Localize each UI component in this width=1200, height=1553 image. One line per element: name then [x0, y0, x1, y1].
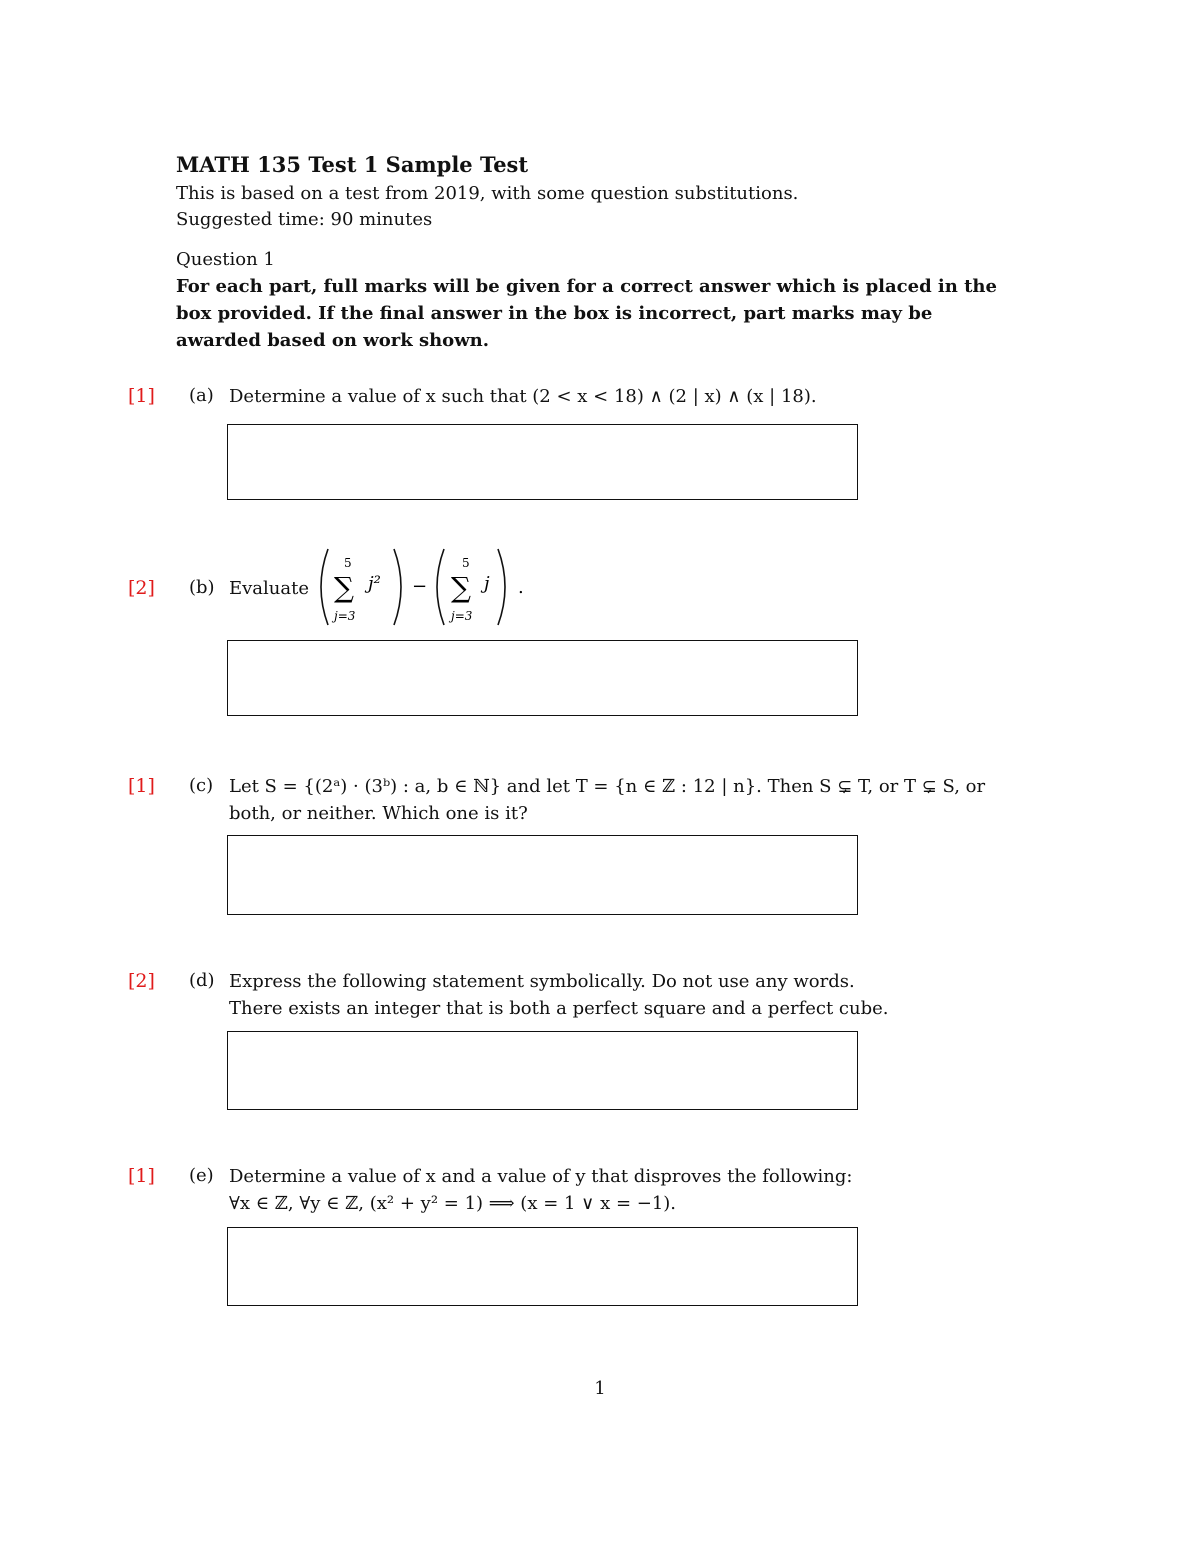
part-text-c: Let S = {(2ᵃ) · (3ᵇ) : a, b ∈ ℕ} and let T = {n ∈ ℤ : 12 | n}. Then S ⊊ T, or T ⊊ S, or both, or neither. Which one is it?	[229, 776, 986, 824]
sum2-term: j	[484, 573, 490, 594]
sigma-1-icon: ∑	[334, 571, 354, 604]
question-instructions: For each part, full marks will be given for a correct answer which is placed in the box provided. If the final answer in the box is incorrect, part marks may be awarded based on work shown.	[176, 276, 997, 351]
answer-box-e[interactable]	[227, 1227, 858, 1306]
part-text-d: Express the following statement symbolically. Do not use any words.	[229, 971, 855, 992]
left-paren-2	[437, 549, 444, 625]
answer-box-a[interactable]	[227, 424, 858, 500]
marks-c: [1]	[128, 775, 155, 797]
marks-b: [2]	[128, 577, 155, 599]
sum1-lower: j=3	[334, 609, 356, 623]
minus-sign: −	[412, 576, 428, 597]
answer-box-c[interactable]	[227, 835, 858, 915]
sum1-upper: 5	[344, 556, 352, 570]
part-text-e2: ∀x ∈ ℤ, ∀y ∈ ℤ, (x² + y² = 1) ⟹ (x = 1 ∨ x = −1).	[229, 1193, 677, 1214]
marks-a: [1]	[128, 385, 155, 407]
part-label-a: (a)	[189, 385, 214, 406]
part-label-d: (d)	[189, 970, 215, 991]
part-label-c: (c)	[189, 775, 214, 796]
right-paren-1	[394, 549, 401, 625]
answer-box-d[interactable]	[227, 1031, 858, 1110]
part-label-e: (e)	[189, 1165, 214, 1186]
page-number: 1	[594, 1378, 606, 1399]
sum1-term: j²	[368, 573, 381, 594]
page-title: MATH 135 Test 1 Sample Test	[176, 152, 529, 177]
part-text-a: Determine a value of x such that (2 < x < 18) ∧ (2 | x) ∧ (x | 18).	[229, 386, 817, 407]
part-label-b: (b)	[189, 577, 215, 598]
sum-expression	[316, 545, 536, 630]
part-text-e: Determine a value of x and a value of y that disproves the following:	[229, 1166, 853, 1187]
answer-box-b[interactable]	[227, 640, 858, 716]
sum2-upper: 5	[462, 556, 470, 570]
sum2-lower: j=3	[451, 609, 473, 623]
left-paren-1	[321, 549, 328, 625]
suggested-time: Suggested time: 90 minutes	[176, 209, 433, 230]
question-heading: Question 1	[176, 249, 275, 270]
part-text-b: Evaluate	[229, 578, 310, 599]
marks-d: [2]	[128, 970, 155, 992]
part-text-d2: There exists an integer that is both a perfect square and a perfect cube.	[229, 998, 889, 1019]
marks-e: [1]	[128, 1165, 155, 1187]
period: .	[518, 577, 524, 598]
right-paren-2	[498, 549, 505, 625]
sigma-2-icon: ∑	[451, 571, 471, 604]
subtitle: This is based on a test from 2019, with some question substitutions.	[176, 183, 799, 204]
